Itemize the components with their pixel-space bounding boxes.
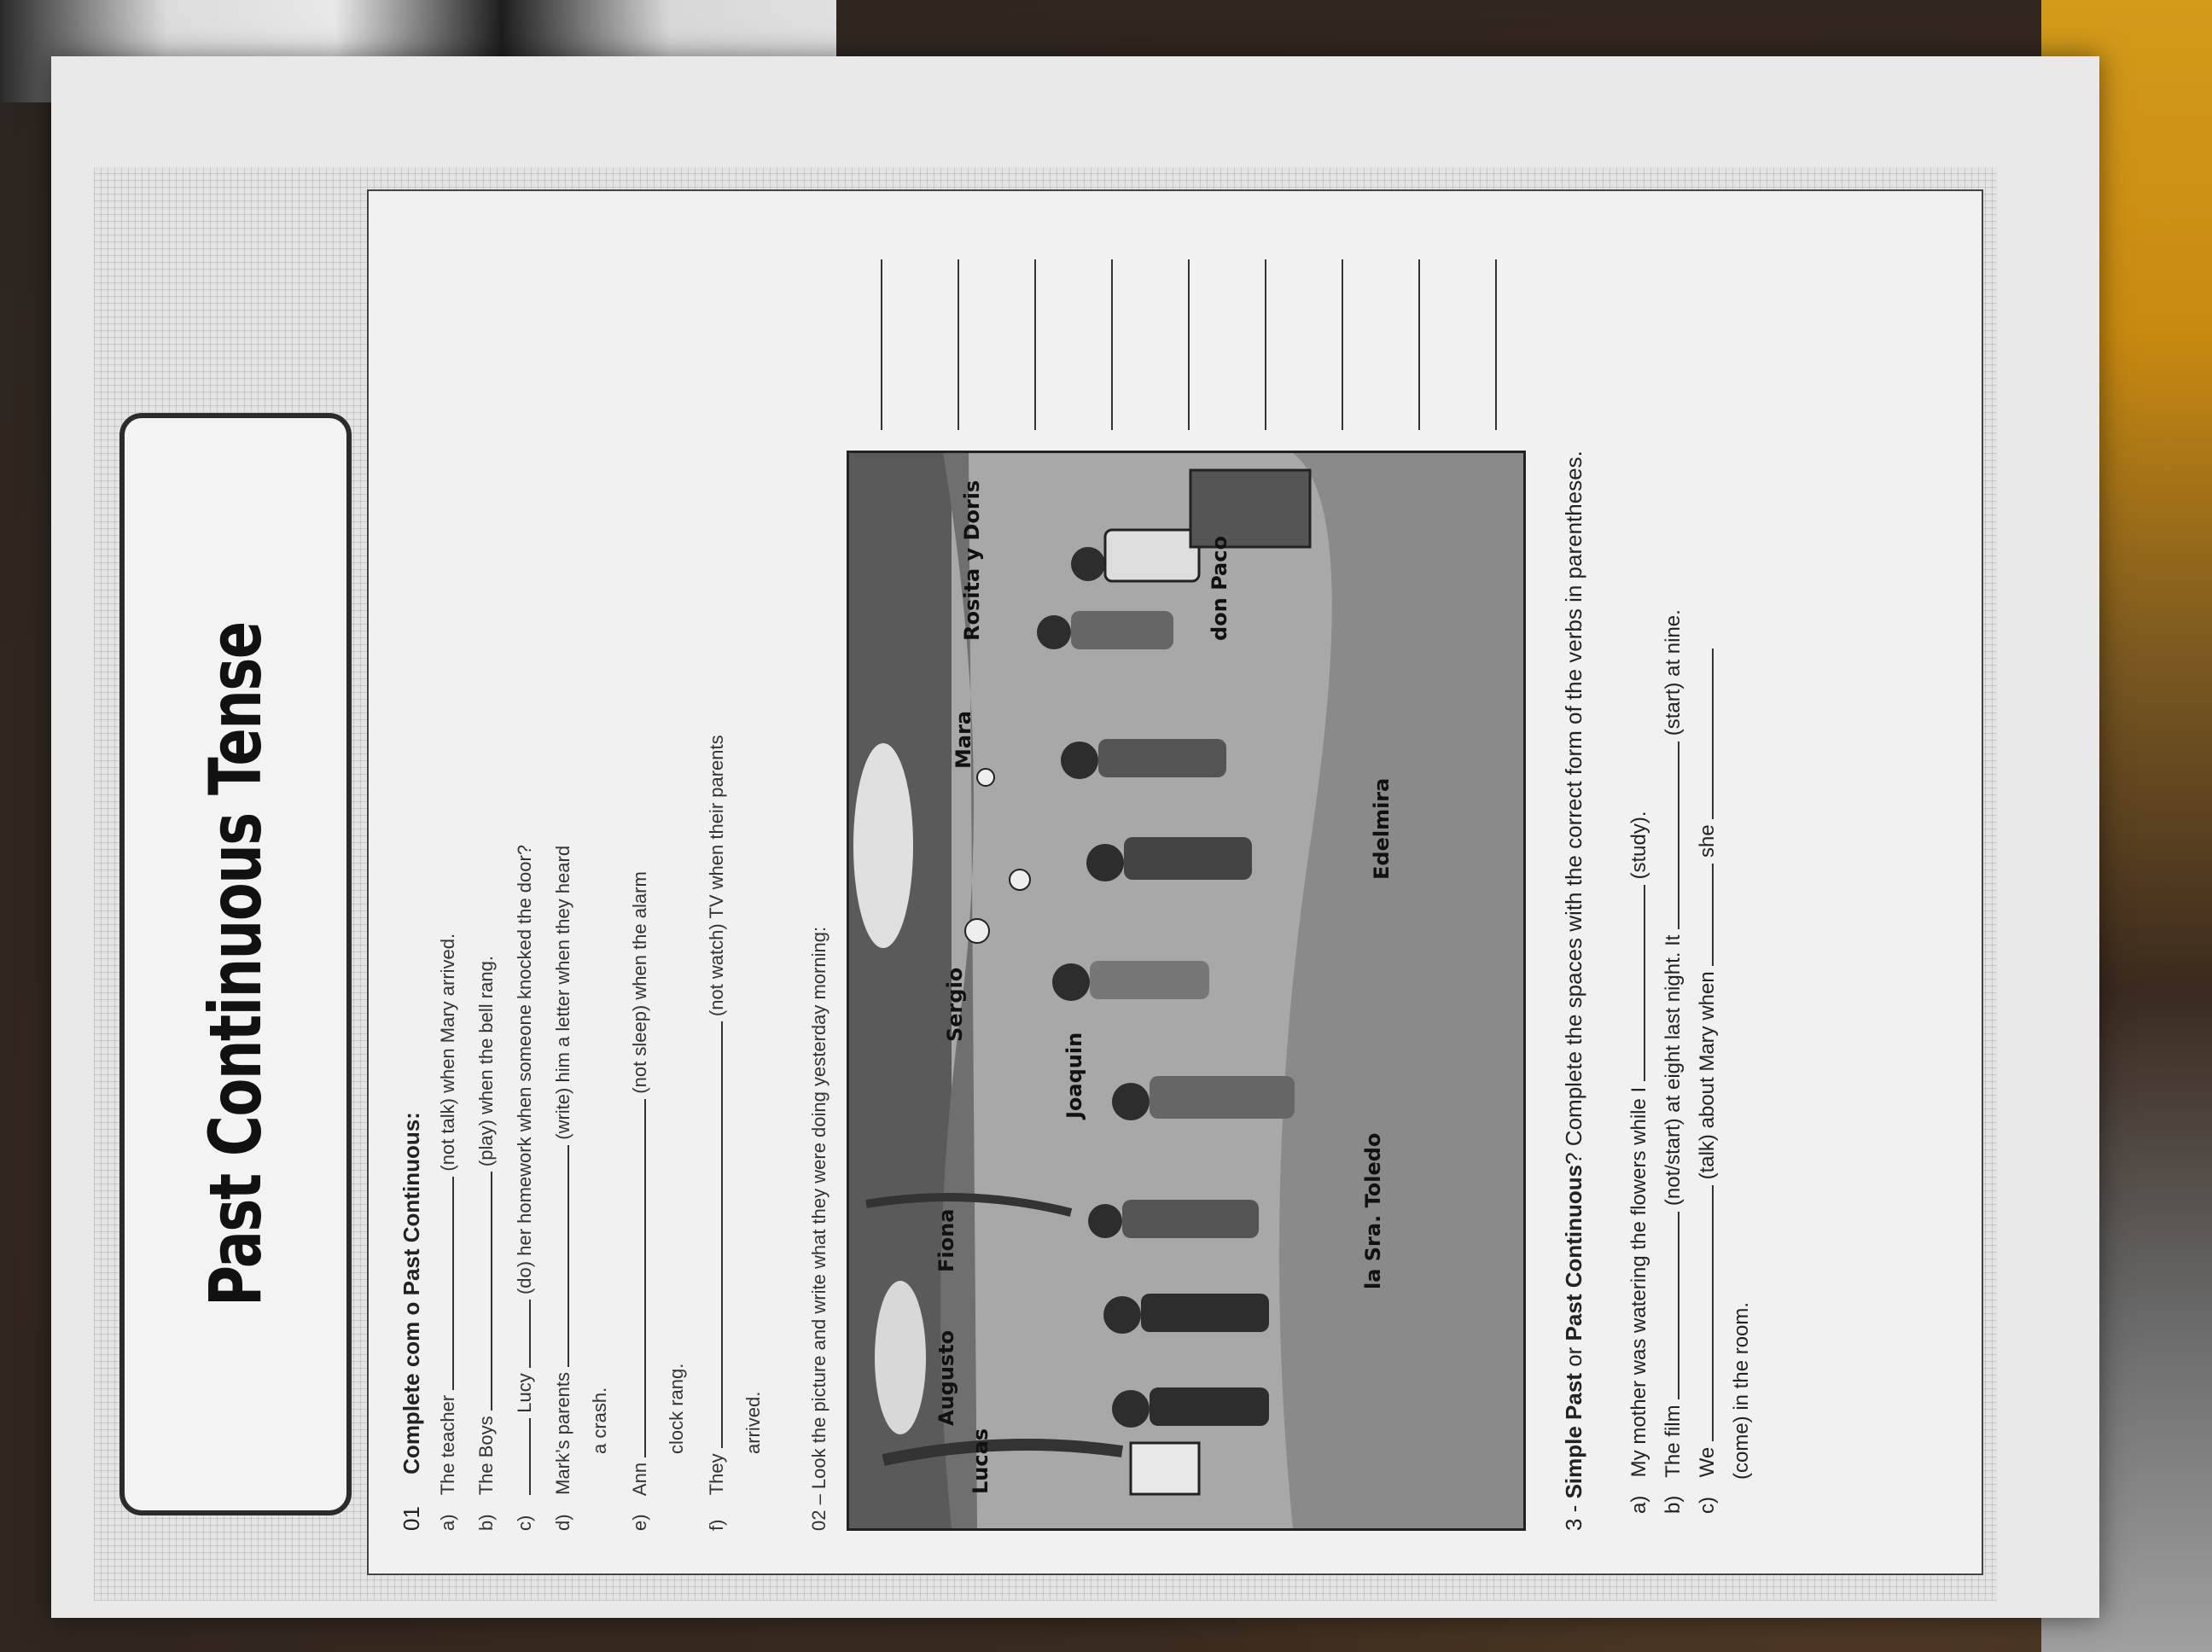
answer-blank[interactable] (1662, 1212, 1679, 1399)
ex1-item-f: f) They (not watch) TV when their parents (706, 735, 727, 1531)
label-rosita-doris: Rosita y Doris (960, 480, 984, 641)
answer-blank[interactable] (552, 1145, 569, 1367)
writing-line[interactable] (1418, 259, 1420, 430)
ex1-item-c: c) Lucy (do) her homework when someone knocked the door? (514, 844, 535, 1531)
exercise1-instruction: Complete com o Past Continuous: (399, 1112, 424, 1475)
label-augusto: Augusto (934, 1329, 958, 1426)
exercise-panel (367, 189, 1983, 1575)
label-fiona: Fiona (934, 1208, 958, 1272)
label-lucas: Lucas (969, 1428, 992, 1494)
exercise1-number: 01 (399, 1506, 424, 1531)
answer-blank[interactable] (514, 1300, 531, 1368)
ex1-item-b: b) The Boys (play) when the bell rang. (475, 956, 497, 1531)
answer-blank[interactable] (629, 1099, 646, 1457)
answer-blank[interactable] (1628, 885, 1645, 1081)
writing-line[interactable] (1495, 259, 1497, 430)
ex1-item-e-cont: clock rang. (666, 1363, 687, 1454)
ex1-item-a: a) The teacher (not talk) when Mary arrived. (437, 933, 458, 1531)
ex1-item-d: d) Mark’s parents (write) him a letter when they heard (552, 845, 573, 1531)
label-sra-toledo: la Sra. Toledo (1361, 1132, 1385, 1289)
exercise3-heading: 3 - Simple Past or Past Continuous? Complete the spaces with the correct form of the verbs in parentheses. (1561, 451, 1586, 1531)
writing-line[interactable] (881, 259, 882, 430)
label-joaquin: Joaquin (1062, 1032, 1086, 1119)
title-box (119, 413, 352, 1515)
writing-line[interactable] (1034, 259, 1036, 430)
answer-blank[interactable] (475, 1172, 492, 1411)
ex1-item-f-cont: arrived. (742, 1391, 764, 1454)
answer-blank[interactable] (1697, 649, 1714, 819)
writing-line[interactable] (1342, 259, 1343, 430)
page-title: Past Continuous Tense (194, 622, 277, 1306)
ex3-item-a: a) My mother was watering the flowers while I (study). (1627, 811, 1650, 1514)
writing-line[interactable] (1111, 259, 1113, 430)
exercise1-heading (399, 1112, 425, 1531)
answer-blank[interactable] (1697, 1185, 1714, 1441)
ex3-item-c-cont: (come) in the room. (1730, 1301, 1753, 1480)
answer-blank[interactable] (514, 1418, 531, 1495)
label-mara: Mara (952, 710, 975, 769)
writing-line[interactable] (1188, 259, 1190, 430)
writing-line[interactable] (958, 259, 959, 430)
answer-blank[interactable] (437, 1177, 454, 1390)
answer-blank[interactable] (706, 1021, 723, 1448)
ex1-item-d-cont: a crash. (589, 1387, 610, 1454)
label-edelmira: Edelmira (1370, 777, 1394, 880)
exercise2-instruction: 02 – Look the picture and write what they were doing yesterday morning: (808, 926, 830, 1531)
park-illustration (847, 451, 1526, 1531)
ex3-item-b: b) The film (not/start) at eight last night. It (start) at nine. (1662, 609, 1685, 1514)
ex1-item-e: e) Ann (not sleep) when the alarm (629, 871, 650, 1531)
answer-blank[interactable] (1697, 864, 1714, 966)
answer-blank[interactable] (1662, 742, 1679, 929)
label-sergio: Sergio (943, 967, 967, 1042)
ex3-item-c: c) We (talk) about Mary when she (1696, 649, 1720, 1514)
writing-line[interactable] (1265, 259, 1266, 430)
label-don-paco: don Paco (1208, 536, 1231, 641)
